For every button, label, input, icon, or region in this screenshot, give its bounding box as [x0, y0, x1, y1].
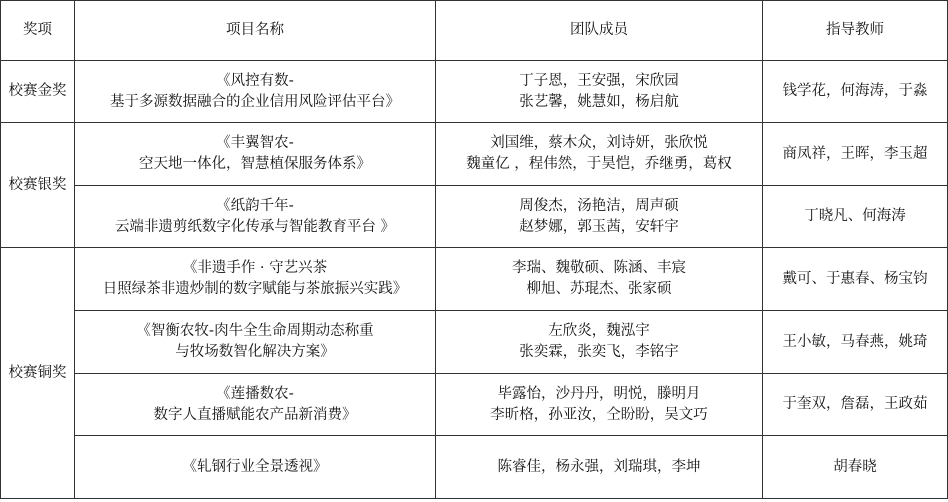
- advisors-cell: 于奎双，詹磊，王政茹: [763, 374, 948, 436]
- advisors-cell: 王小敏，马春燕，姚琦: [763, 311, 948, 374]
- award-row: [1, 248, 948, 311]
- project-name-cell: [75, 311, 436, 374]
- header-award: 奖项: [1, 1, 75, 61]
- team-members-cell: [436, 248, 763, 311]
- team-members-line: 左欣炎，魏泓宇: [548, 323, 650, 339]
- award-row: [1, 436, 948, 499]
- project-name-line: 空天地一体化，智慧植保服务体系》: [139, 156, 371, 172]
- project-name-cell: [75, 61, 436, 123]
- header-project: 项目名称: [75, 1, 436, 61]
- project-name-cell: [75, 436, 436, 499]
- team-members-line: 李瑞、魏敬硕、陈涵、丰宸: [512, 260, 686, 276]
- project-name-line: 《风控有数-: [216, 72, 294, 89]
- team-members-line: 魏童亿 ，程伟然，于昊恺，乔继勇，葛权: [466, 156, 732, 172]
- team-members-line: 陈睿佳，杨永强，刘瑞琪，李坤: [497, 458, 701, 475]
- project-name-line: 云端非遗剪纸数字化传承与智能教育平台 》: [114, 218, 396, 235]
- header-row: [1, 1, 948, 61]
- award-row: [1, 311, 948, 374]
- header-advisors: 指导教师: [763, 1, 948, 61]
- project-name-line: 《纸韵千年-: [216, 197, 294, 214]
- award-row: [1, 374, 948, 436]
- table-body: [1, 61, 948, 499]
- project-name-line: 《丰翼智农-: [216, 135, 294, 151]
- team-members-line: 张艺馨，姚慧如，杨启航: [519, 93, 679, 110]
- award-row: [1, 186, 948, 248]
- team-members-line: 丁子恩，王安强，宋欣园: [519, 72, 679, 89]
- team-members-line: 毕露怡，沙丹丹，明悦，滕明月: [497, 385, 701, 402]
- team-members-cell: [436, 436, 763, 499]
- project-name-cell: [75, 248, 436, 311]
- project-name-line: 《莲播数农-: [216, 385, 294, 402]
- project-name-line: 日照绿茶非遗炒制的数字赋能与茶旅振兴实践》: [102, 281, 408, 297]
- team-members-line: 周俊杰，汤艳洁，周声硕: [519, 197, 679, 214]
- project-name-cell: [75, 186, 436, 248]
- project-name-line: 《轧钢行业全景透视》: [182, 458, 328, 475]
- project-name-line: 基于多源数据融合的企业信用风险评估平台》: [110, 93, 400, 110]
- advisors-cell: 商凤祥，王晖，李玉超: [763, 123, 948, 186]
- award-level-cell: 校赛铜奖: [1, 248, 75, 499]
- award-row: [1, 123, 948, 186]
- project-name-cell: [75, 123, 436, 186]
- award-row: [1, 61, 948, 123]
- advisors-cell: 丁晓凡、何海涛: [763, 186, 948, 248]
- advisors-cell: 胡春晓: [763, 436, 948, 499]
- team-members-cell: [436, 186, 763, 248]
- team-members-cell: [436, 123, 763, 186]
- team-members-line: 赵梦娜，郭玉茜，安轩宇: [519, 218, 679, 235]
- team-members-line: 李昕格，孙亚汝，仝盼盼，吴文巧: [490, 406, 708, 423]
- team-members-line: 张奕霖，张奕飞，李铭宇: [519, 344, 679, 360]
- project-name-line: 《非遗手作 · 守艺兴茶: [182, 260, 328, 276]
- project-name-cell: [75, 374, 436, 436]
- team-members-cell: [436, 311, 763, 374]
- team-members-line: 柳旭、苏琨杰、张家硕: [526, 281, 672, 297]
- project-name-line: 《智衡农牧-肉牛全生命周期动态称重: [136, 323, 374, 339]
- award-level-cell: 校赛银奖: [1, 123, 75, 248]
- team-members-cell: [436, 374, 763, 436]
- header-members: 团队成员: [436, 1, 763, 61]
- team-members-line: 刘国维，蔡木众，刘诗妍，张欣悦: [490, 135, 708, 151]
- project-name-line: 数字人直播赋能农产品新消费》: [153, 406, 357, 423]
- award-level-cell: 校赛金奖: [1, 61, 75, 123]
- team-members-cell: [436, 61, 763, 123]
- project-name-line: 与牧场数智化解决方案》: [175, 344, 335, 360]
- advisors-cell: 钱学花，何海涛，于淼: [763, 61, 948, 123]
- advisors-cell: 戴可、于惠春、杨宝钧: [763, 248, 948, 311]
